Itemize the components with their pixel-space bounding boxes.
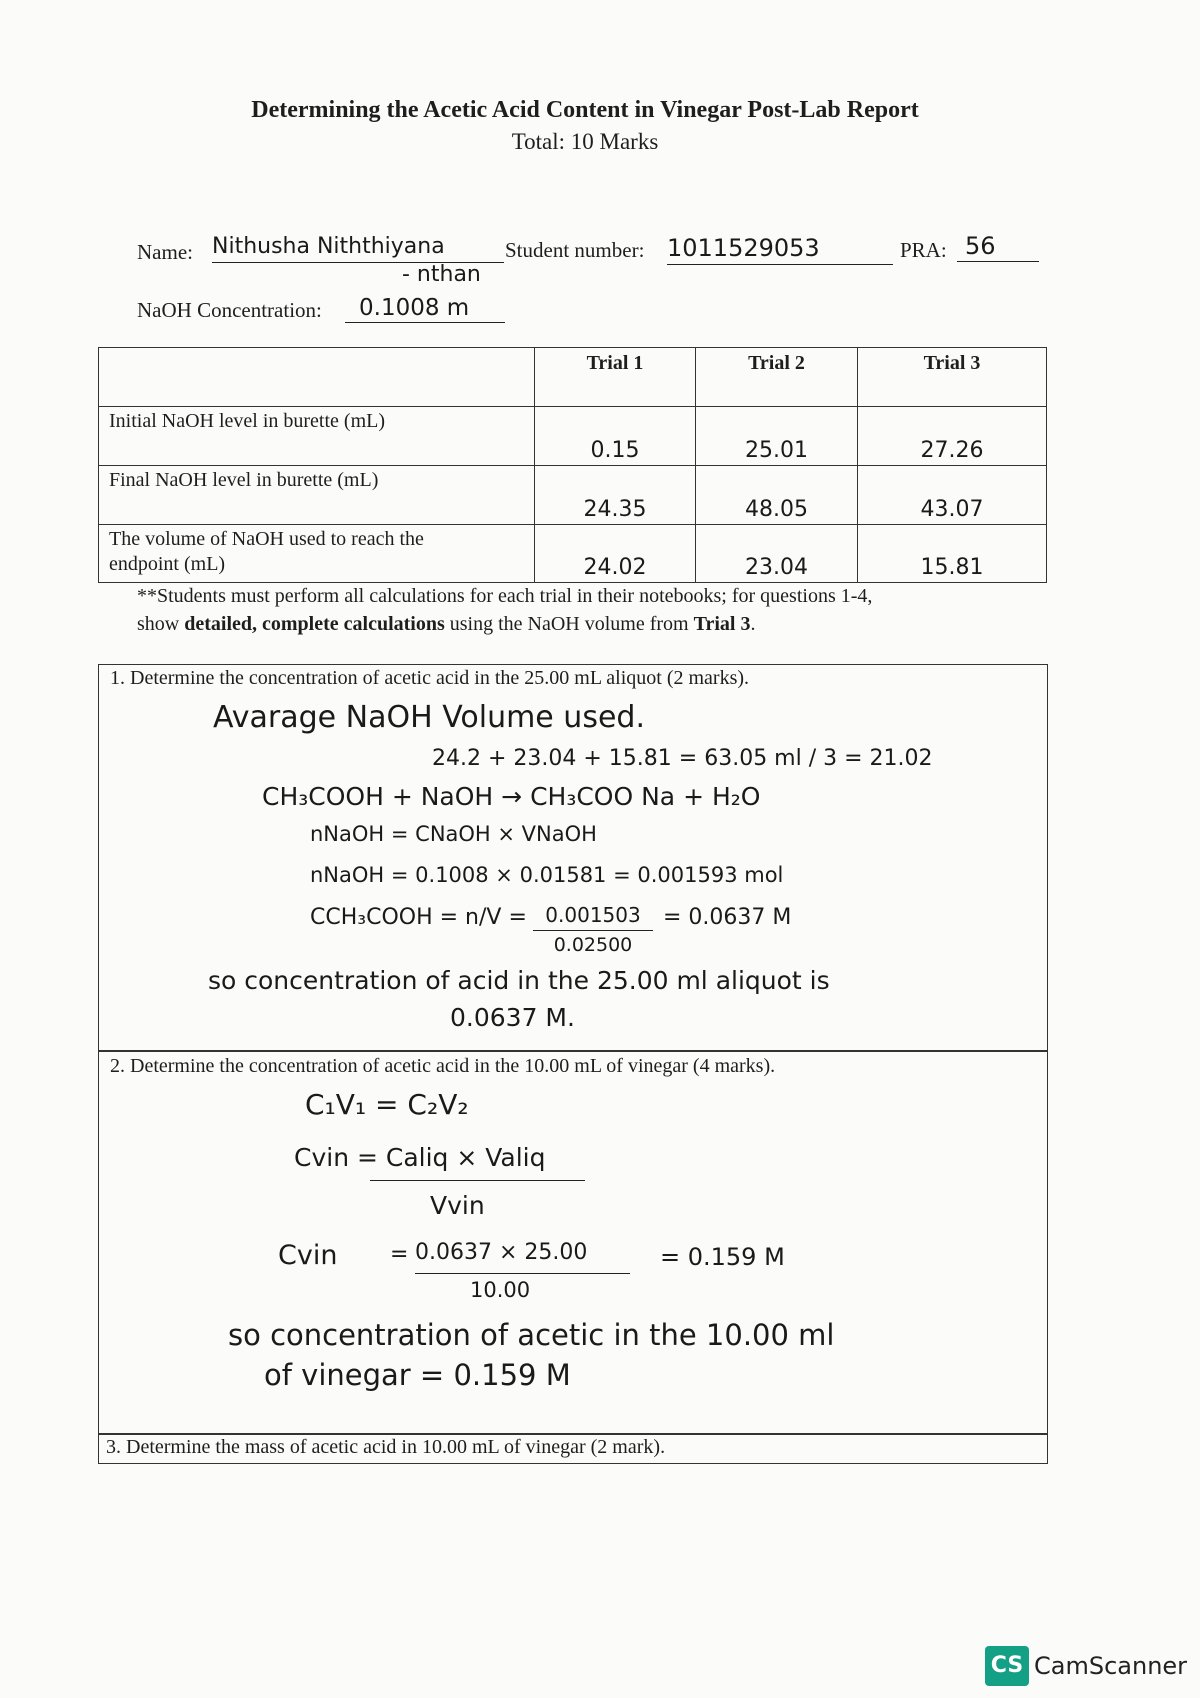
naoh-concentration-value: 0.1008 m xyxy=(345,295,505,323)
naoh-concentration-label: NaOH Concentration: xyxy=(137,298,322,322)
q2-answer-line: so concentration of acetic in the 10.00 ml xyxy=(228,1318,835,1352)
titration-data-table xyxy=(98,347,1047,583)
row-label-final: Final NaOH level in burette (mL) xyxy=(99,466,535,525)
name-value-continued: - nthan xyxy=(402,262,481,287)
q2-answer-line: Cvin = Caliq × Valiq xyxy=(294,1143,546,1172)
initial-trial-2: 25.01 xyxy=(696,407,858,466)
question-2-prompt: 2. Determine the concentration of acetic acid in the 10.00 mL of vinegar (4 marks). xyxy=(110,1055,776,1077)
row-label-volume-line2: endpoint (mL) xyxy=(109,553,226,575)
volume-trial-1: 24.02 xyxy=(535,525,696,583)
q1-answer-line: = 0.0637 M xyxy=(663,905,792,930)
row-label-initial: Initial NaOH level in burette (mL) xyxy=(99,407,535,466)
volume-trial-2: 23.04 xyxy=(696,525,858,583)
q1-answer-line: so concentration of acid in the 25.00 ml aliquot is xyxy=(208,966,830,995)
q2-fraction-bar-2 xyxy=(415,1273,630,1274)
initial-trial-3: 27.26 xyxy=(858,407,1047,466)
q2-equals: = xyxy=(390,1242,409,1267)
pra-value: 56 xyxy=(957,232,1039,262)
instructions-note-line1: **Students must perform all calculations for each trial in their notebooks; for questions 1-4, xyxy=(137,585,873,607)
row-label-volume xyxy=(99,525,535,583)
table-row xyxy=(99,407,1047,466)
q2-answer-line: Cvin xyxy=(278,1240,338,1271)
q1-fraction-numerator: 0.001503 xyxy=(545,903,641,927)
table-header-trial-2: Trial 2 xyxy=(696,348,858,407)
q2-answer-line: C₁V₁ = C₂V₂ xyxy=(305,1088,469,1121)
q1-answer-line: CH₃COOH + NaOH → CH₃COO Na + H₂O xyxy=(262,782,761,811)
camscanner-logo-icon: CS xyxy=(985,1646,1029,1686)
table-header-trial-1: Trial 1 xyxy=(535,348,696,407)
final-trial-1: 24.35 xyxy=(535,466,696,525)
initial-trial-1: 0.15 xyxy=(535,407,696,466)
q2-answer-line: Vvin xyxy=(430,1191,485,1220)
table-header-blank xyxy=(99,348,535,407)
q1-answer-line: nNaOH = 0.1008 × 0.01581 = 0.001593 mol xyxy=(310,863,784,887)
q1-answer-line: 24.2 + 23.04 + 15.81 = 63.05 ml / 3 = 21.02 xyxy=(432,746,933,771)
table-row xyxy=(99,525,1047,583)
q1-answer-line: Avarage NaOH Volume used. xyxy=(213,700,645,735)
q2-answer-line: of vinegar = 0.159 M xyxy=(264,1358,571,1392)
student-number-label: Student number: xyxy=(505,238,645,262)
volume-trial-3: 15.81 xyxy=(858,525,1047,583)
table-row xyxy=(99,466,1047,525)
q2-fraction-denominator: 10.00 xyxy=(470,1278,531,1302)
final-trial-2: 48.05 xyxy=(696,466,858,525)
q1-fraction-denominator: 0.02500 xyxy=(553,934,633,956)
q1-answer-line: 0.0637 M. xyxy=(450,1003,575,1032)
camscanner-watermark: CamScanner xyxy=(1034,1652,1188,1680)
q2-answer-line: = 0.159 M xyxy=(660,1243,785,1271)
final-trial-3: 43.07 xyxy=(858,466,1047,525)
q1-answer-line: CCH₃COOH = n/V = xyxy=(310,905,527,930)
row-label-volume-line1: The volume of NaOH used to reach the xyxy=(109,528,424,550)
q2-fraction-numerator: 0.0637 × 25.00 xyxy=(415,1240,588,1265)
question-1-prompt: 1. Determine the concentration of acetic acid in the 25.00 mL aliquot (2 marks). xyxy=(110,667,750,689)
report-title: Determining the Acetic Acid Content in Vinegar Post-Lab Report xyxy=(251,97,919,123)
question-3-prompt: 3. Determine the mass of acetic acid in 10.00 mL of vinegar (2 mark). xyxy=(106,1436,666,1458)
q2-fraction-bar-1 xyxy=(370,1180,585,1181)
report-total-marks: Total: 10 Marks xyxy=(511,129,659,154)
instructions-note-line2: show detailed, complete calculations using the NaOH volume from Trial 3. xyxy=(137,613,756,635)
q1-fraction-bar xyxy=(533,930,653,931)
q1-answer-line: nNaOH = CNaOH × VNaOH xyxy=(310,822,597,846)
table-header-trial-3: Trial 3 xyxy=(858,348,1047,407)
name-value: Nithusha Niththiyana xyxy=(212,234,504,263)
name-label: Name: xyxy=(137,240,193,264)
student-number-value: 1011529053 xyxy=(667,234,893,265)
pra-label: PRA: xyxy=(900,238,947,262)
